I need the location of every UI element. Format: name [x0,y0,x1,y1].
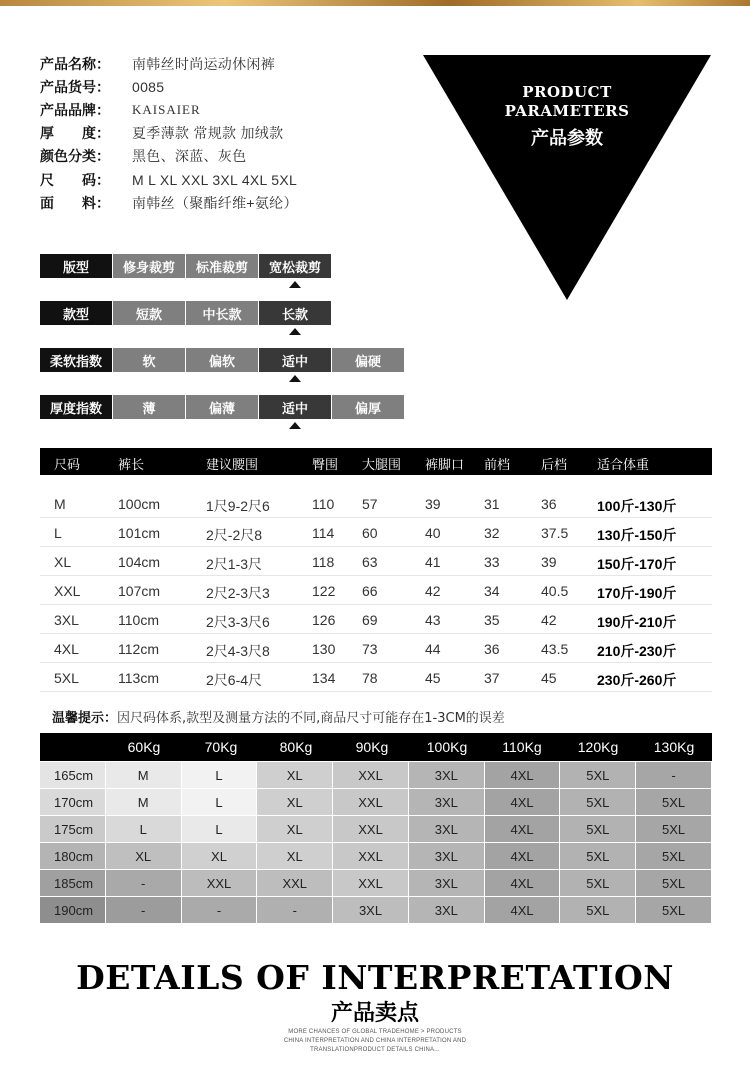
spec-option[interactable]: 软 [113,348,185,372]
info-value: KAISAIER [132,101,201,117]
weight-col-header: 80Kg [279,739,313,755]
weight-cell: XL [257,816,333,842]
notice-text: 因尺码体系,款型及测量方法的不同,商品尺寸可能存在1-3CM的误差 [117,711,505,726]
info-row [40,122,298,145]
weight-cell: 3XL [409,897,485,923]
selected-arrow-icon [289,328,301,335]
weight-cell: 3XL [409,762,485,788]
size-col-header: 臀围 [312,458,339,473]
size-cell: 150斤-170斤 [597,556,677,572]
size-cell: 57 [362,496,378,512]
weight-cell: 3XL [409,789,485,815]
size-table-header [40,448,712,475]
size-cell: 78 [362,670,378,686]
size-cell: 63 [362,554,378,570]
info-label: 厚 度： [40,126,110,143]
weight-cell: 4XL [485,789,561,815]
details-small-line1: MORE CHANCES OF GLOBAL TRADEHOME > PRODUCTS [288,1029,462,1035]
size-cell: 110cm [118,612,159,628]
spec-option[interactable]: 标准裁剪 [186,254,258,278]
weight-cell: XL [257,843,333,869]
size-cell: 35 [484,612,500,628]
notice-label: 温馨提示： [52,711,118,726]
weight-cell: L [182,762,258,788]
info-value: M L XL XXL 3XL 4XL 5XL [132,171,298,188]
weight-cell: XXL [333,762,409,788]
weight-cell: 5XL [560,897,636,923]
size-cell: 39 [425,496,441,512]
spec-option[interactable]: 中长款 [186,301,258,325]
weight-cell: 5XL [636,789,712,815]
weight-cell: M [106,762,182,788]
weight-cell: XXL [333,816,409,842]
weight-cell: 3XL [409,843,485,869]
weight-cell: - [106,897,182,923]
size-cell: 36 [541,496,557,512]
size-cell: 110 [312,496,335,512]
spec-option[interactable]: 修身裁剪 [113,254,185,278]
spec-option[interactable]: 偏硬 [332,348,404,372]
weight-row [40,896,712,923]
size-cell: 114 [312,525,335,541]
size-cell: 31 [484,496,500,512]
weight-cell: XL [257,762,333,788]
size-cell: 42 [541,612,557,628]
weight-cell: XL [182,843,258,869]
weight-table-header [40,733,712,761]
size-cell: 170斤-190斤 [597,585,677,601]
spec-bar [40,348,405,372]
height-label: 170cm [40,789,106,815]
weight-row [40,869,712,896]
weight-cell: 3XL [409,816,485,842]
info-label: 面 料： [40,195,110,212]
spec-head: 款型 [40,301,112,325]
size-cell: 107cm [118,583,161,599]
weight-cell: 3XL [409,870,485,896]
spec-option[interactable]: 宽松裁剪 [259,254,331,278]
size-row [40,518,712,547]
info-label: 颜色分类： [40,149,110,166]
spec-option[interactable]: 偏厚 [332,395,404,419]
info-row [40,191,298,214]
size-row [40,634,712,663]
size-cell: 43 [425,612,441,628]
weight-cell: XXL [333,843,409,869]
size-row [40,576,712,605]
info-value: 南韩丝时尚运动休闲裤 [132,55,275,72]
weight-col-header: 130Kg [653,739,695,755]
size-col-header: 后档 [541,458,568,473]
size-col-header: 适合体重 [597,458,650,473]
spec-option[interactable]: 薄 [113,395,185,419]
size-cell: 112cm [118,641,159,657]
size-col-header: 尺码 [54,458,81,473]
height-label: 185cm [40,870,106,896]
info-label: 产品货号： [40,79,110,96]
size-row [40,605,712,634]
spec-option[interactable]: 偏薄 [186,395,258,419]
size-col-header: 前档 [484,458,511,473]
weight-cell: L [182,789,258,815]
info-value: 0085 [132,78,165,95]
weight-cell: 5XL [636,870,712,896]
size-notice [52,707,505,726]
weight-cell: - [257,897,333,923]
size-cell: 101cm [118,525,161,541]
height-label: 190cm [40,897,106,923]
size-cell: 4XL [54,641,79,657]
details-title-en: DETAILS OF INTERPRETATION [76,958,674,997]
size-col-header: 大腿围 [362,458,402,473]
weight-cell: 4XL [485,762,561,788]
badge-line2: PARAMETERS [504,102,630,120]
size-cell: 37.5 [541,525,569,541]
info-value: 黑色、深蓝、灰色 [132,148,247,165]
size-row [40,547,712,576]
product-parameters-badge [423,55,711,300]
size-cell: 104cm [118,554,161,570]
spec-option[interactable]: 偏软 [186,348,258,372]
weight-cell: 5XL [560,870,636,896]
weight-cell: 5XL [560,843,636,869]
size-cell: 40.5 [541,583,569,599]
size-cell: 42 [425,583,441,599]
top-gold-band [0,0,750,6]
size-cell: 2尺3-3尺6 [206,614,270,630]
spec-option[interactable]: 长款 [259,301,331,325]
size-cell: 113cm [118,670,159,686]
size-cell: 100斤-130斤 [597,498,677,514]
weight-row [40,842,712,869]
spec-head: 版型 [40,254,112,278]
size-cell: 33 [484,554,500,570]
info-row [40,98,298,121]
size-cell: 210斤-230斤 [597,643,677,659]
size-cell: 40 [425,525,441,541]
size-cell: 73 [362,641,378,657]
size-cell: 130斤-150斤 [597,527,677,543]
weight-cell: - [182,897,258,923]
weight-cell: XXL [257,870,333,896]
size-cell: 44 [425,641,441,657]
weight-col-header: 110Kg [502,739,542,755]
weight-cell: XL [106,843,182,869]
size-cell: 2尺6-4尺 [206,672,263,688]
spec-bar [40,254,332,278]
weight-cell: - [636,762,712,788]
badge-line1: PRODUCT [522,83,612,101]
info-label: 尺 码： [40,172,110,189]
height-label: 180cm [40,843,106,869]
size-cell: 126 [312,612,336,628]
height-label: 175cm [40,816,106,842]
info-row [40,168,298,191]
weight-cell: 5XL [560,789,636,815]
size-cell: 39 [541,554,557,570]
spec-option[interactable]: 短款 [113,301,185,325]
size-cell: 130 [312,641,336,657]
size-cell: 2尺1-3尺 [206,556,263,572]
size-cell: XXL [54,583,81,599]
weight-cell: L [106,816,182,842]
size-cell: 37 [484,670,500,686]
badge-cn: 产品参数 [531,128,603,149]
size-cell: 60 [362,525,378,541]
size-cell: 2尺-2尺8 [206,527,263,543]
height-label: 165cm [40,762,106,788]
size-cell: 69 [362,612,378,628]
spec-head: 柔软指数 [40,348,112,372]
spec-bar [40,301,332,325]
size-cell: 122 [312,583,336,599]
size-cell: 100cm [118,496,161,512]
weight-col-header: 60Kg [127,739,161,755]
weight-cell: XXL [333,870,409,896]
size-cell: 66 [362,583,378,599]
size-cell: 3XL [54,612,79,628]
size-row [40,489,712,518]
weight-cell: XXL [333,789,409,815]
selected-arrow-icon [289,281,301,288]
info-label: 产品品牌： [40,102,110,119]
details-small-line2: CHINA INTERPRETATION AND CHINA INTERPRETATION AND [283,1038,467,1044]
size-col-header: 裤长 [118,458,145,473]
weight-col-header: 90Kg [355,739,389,755]
details-title-cn: 产品卖点 [330,1001,419,1026]
size-cell: 41 [425,554,441,570]
size-cell: 134 [312,670,336,686]
weight-cell: 4XL [485,843,561,869]
weight-cell: 4XL [485,870,561,896]
weight-row [40,761,712,788]
weight-cell: 5XL [560,816,636,842]
spec-bar [40,395,405,419]
size-table [40,448,712,692]
size-col-header: 建议腰围 [206,458,259,473]
weight-cell: XXL [182,870,258,896]
size-cell: 2尺4-3尺8 [206,643,270,659]
weight-cell: 3XL [333,897,409,923]
info-value: 南韩丝（聚酯纤维+氨纶） [132,194,298,211]
size-row [40,663,712,692]
weight-cell: 5XL [636,897,712,923]
selected-arrow-icon [289,375,301,382]
weight-cell: - [106,870,182,896]
info-value: 夏季薄款 常规款 加绒款 [132,125,284,142]
size-cell: 5XL [54,670,79,686]
weight-cell: 4XL [485,897,561,923]
info-row [40,75,298,98]
weight-row [40,815,712,842]
size-cell: 1尺9-2尺6 [206,498,270,514]
size-cell: 230斤-260斤 [597,672,677,688]
weight-cell: XL [257,789,333,815]
weight-cell: 5XL [636,843,712,869]
weight-cell: 4XL [485,816,561,842]
size-cell: 190斤-210斤 [597,614,677,630]
size-cell: 45 [425,670,441,686]
size-cell: 118 [312,554,335,570]
spec-option[interactable]: 适中 [259,395,331,419]
spec-option[interactable]: 适中 [259,348,331,372]
info-row [40,52,298,75]
spec-head: 厚度指数 [40,395,112,419]
info-row [40,145,298,168]
details-small-line3: TRANSLATIONPRODUCT DETAILS CHINA... [310,1047,440,1053]
weight-cell: L [182,816,258,842]
size-cell: 2尺2-3尺3 [206,585,270,601]
size-cell: M [54,496,66,512]
weight-cell: M [106,789,182,815]
weight-cell: 5XL [636,816,712,842]
size-cell: 36 [484,641,500,657]
weight-col-header: 70Kg [204,739,238,755]
size-cell: 43.5 [541,641,569,657]
weight-row [40,788,712,815]
size-cell: XL [54,554,72,570]
size-cell: 34 [484,583,500,599]
weight-col-header: 100Kg [426,739,468,755]
weight-cell: 5XL [560,762,636,788]
weight-height-table [40,733,712,923]
product-info [40,52,298,214]
info-label: 产品名称： [40,56,110,73]
size-cell: L [54,525,62,541]
size-col-header: 裤脚口 [425,458,465,473]
size-cell: 45 [541,670,557,686]
selected-arrow-icon [289,422,301,429]
weight-col-header: 120Kg [577,739,619,755]
size-cell: 32 [484,525,500,541]
